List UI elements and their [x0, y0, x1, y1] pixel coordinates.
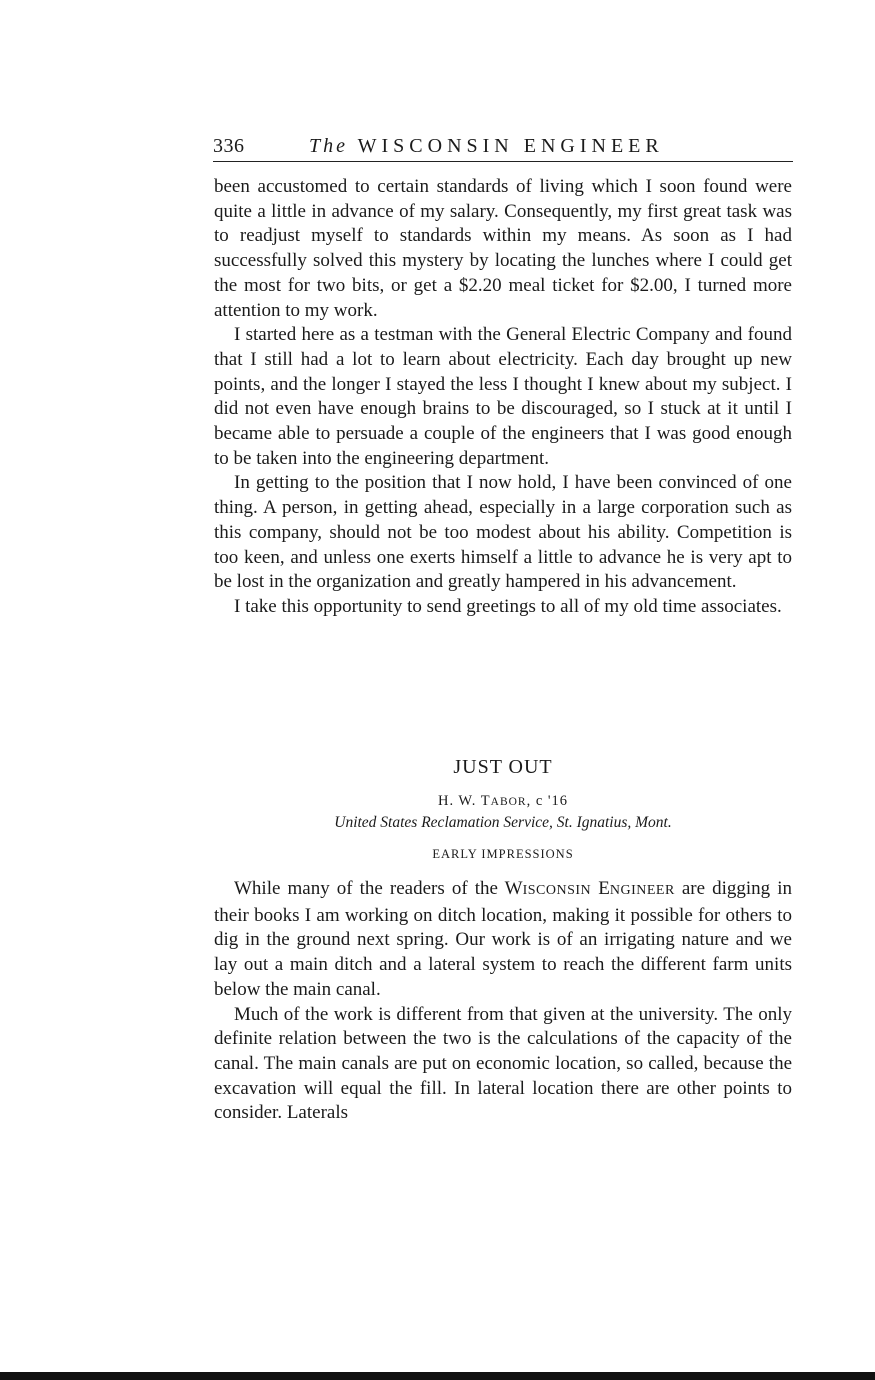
magazine-name-e-rest: NGINEER: [609, 883, 675, 898]
body-paragraph: In getting to the position that I now hold, I have been convinced of one thing. A person, in getting ahead, especially in a large corporation such as this company, should not be too modest about his ability. Competition is too keen, and unless one exerts himself a little to advance he is very apt to be lost in the organization and greatly hampered in his advancement.: [214, 472, 792, 593]
article-byline: [214, 793, 792, 810]
article-subheading: EARLY IMPRESSIONS: [432, 847, 574, 861]
p1-before: While many of the readers of the: [234, 878, 505, 899]
author-affiliation: United States Reclamation Service, St. Ignatius, Mont.: [334, 814, 672, 831]
article-title: JUST OUT: [453, 756, 553, 778]
new-article-body: [214, 877, 792, 1126]
author-surname-smallcaps: ABOR: [490, 796, 527, 808]
author-initials: H. W. T: [437, 793, 491, 809]
running-header: [213, 133, 793, 162]
journal-title-name: WISCONSIN ENGINEER: [357, 135, 664, 157]
body-paragraph: Much of the work is different from that given at the university. The only definite relation between the two is the calculations of the capacity of the canal. The main canals are put on economic location, so called, because the excavation will equal the fill. In lateral location there are other points to consider. Laterals: [214, 1003, 792, 1124]
body-paragraph: I take this opportunity to send greetings to all of my old time associates.: [234, 595, 782, 617]
scan-bottom-edge: [0, 1372, 875, 1380]
journal-title: [309, 135, 664, 158]
body-paragraph: [214, 877, 792, 1003]
journal-title-the: The: [309, 135, 348, 157]
magazine-name-w: W: [504, 878, 523, 899]
body-paragraph: been accustomed to certain standards of living which I soon found were quite a little in advance of my salary. Consequently, my first great task was to readjust myself to standards within my means. As soon as I had successfully solved this mystery by locating the lunches where I could get the most for two bits, or get a $2.20 meal ticket for $2.00, I turned more attention to my work.: [214, 176, 792, 321]
magazine-name-e: E: [598, 878, 610, 899]
author-class-note: , c '16: [526, 793, 569, 809]
continued-article-body: [214, 175, 792, 620]
page-number: 336: [213, 135, 245, 157]
magazine-name-w-rest: ISCONSIN: [522, 883, 592, 898]
body-paragraph: I started here as a testman with the General Electric Company and found that I still had a lot to learn about electricity. Each day brought up new points, and the longer I stayed the less I thought I knew about my subject. I did not even have enough brains to be discouraged, so I stuck at it until I became able to persuade a couple of the engineers that I was good enough to be taken into the engineering department.: [214, 324, 792, 469]
p1-after: are digging in their books I am working on ditch location, making it possible for others to dig in the ground next spring. Our work is of an irrigating nature and we lay out a main ditch and a lateral system to reach the different farm units below the main canal.: [214, 878, 792, 1000]
